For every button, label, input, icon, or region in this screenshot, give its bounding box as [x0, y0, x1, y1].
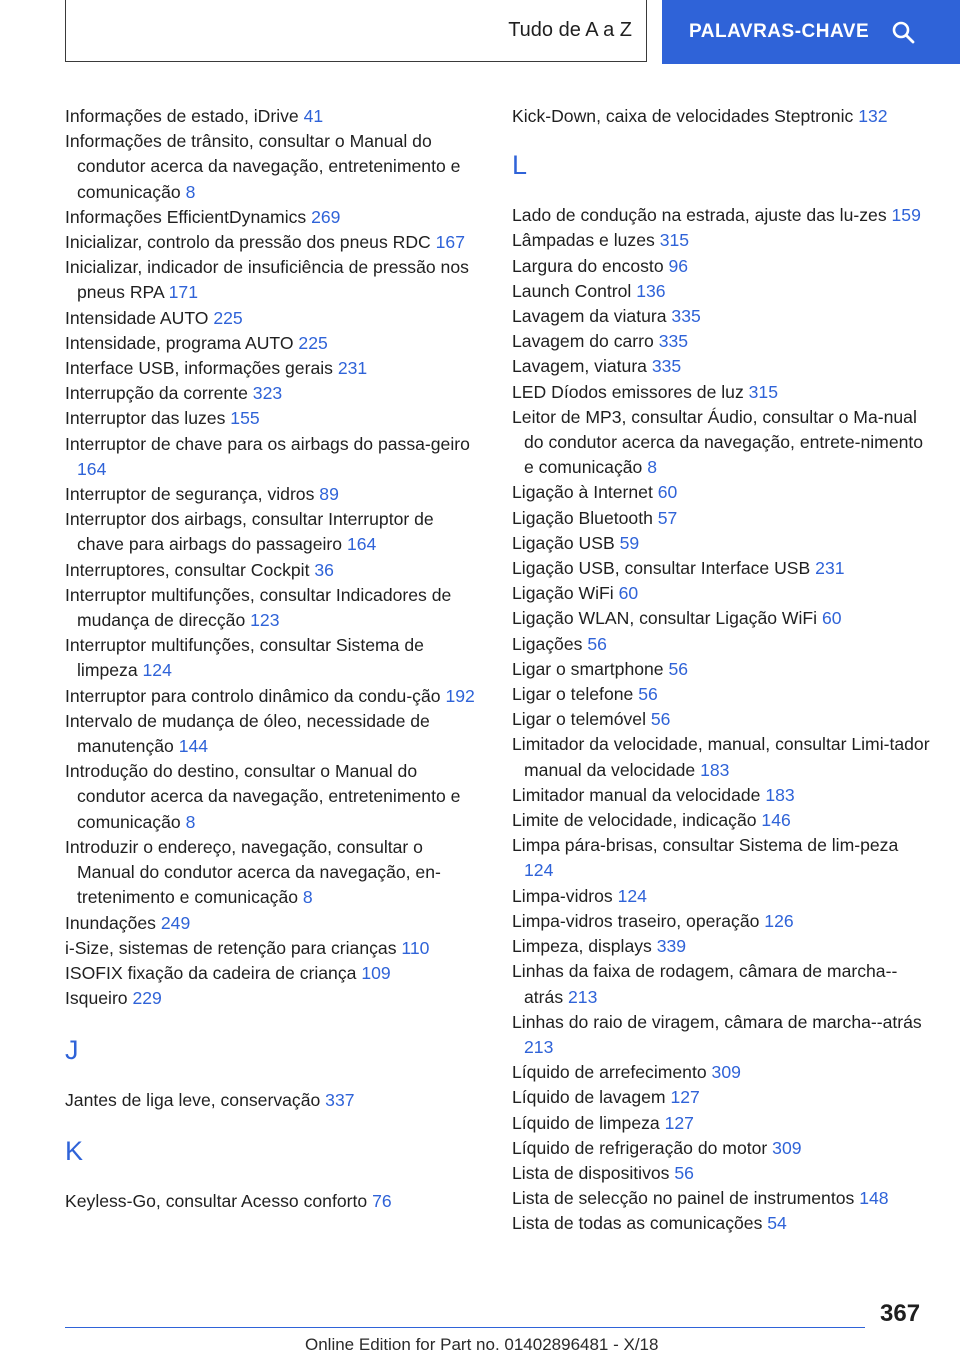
index-entry	[65, 406, 481, 431]
index-entry-text: Lista de todas as comunicações	[512, 1213, 768, 1234]
index-entry	[512, 1111, 930, 1136]
index-entry-text: Intensidade AUTO	[65, 307, 214, 328]
index-entry-text: Introdução do destino, consultar o Manual do condutor acerca da navegação, entretenimento e comunicação	[65, 761, 461, 832]
index-entry-page-link[interactable]: 8	[185, 811, 196, 832]
index-entry	[512, 934, 930, 959]
index-entry-page-link[interactable]: 96	[668, 255, 689, 276]
index-entry-text: Líquido de lavagem	[512, 1087, 671, 1108]
index-entry-page-link[interactable]: 76	[372, 1190, 392, 1211]
index-entry-text: Interface USB, informações gerais	[65, 358, 338, 379]
index-entry-page-link[interactable]: 323	[252, 383, 283, 404]
index-entry	[65, 911, 481, 936]
index-entry	[512, 279, 930, 304]
index-entry-text: Launch Control	[512, 280, 637, 301]
index-entry	[512, 380, 930, 405]
index-entry-page-link[interactable]: 56	[668, 658, 689, 679]
index-entry-text: Inicializar, indicador de insuficiência de pressão nos pneus RPA	[65, 257, 469, 303]
index-entry	[512, 254, 930, 279]
index-entry-page-link[interactable]: 335	[671, 306, 701, 327]
index-entry	[65, 104, 481, 129]
index-entry-page-link[interactable]: 231	[337, 358, 368, 379]
index-entry-text: Intervalo de mudança de óleo, necessidade de manutenção	[65, 710, 430, 757]
index-entry-page-link[interactable]: 132	[858, 106, 888, 126]
index-entry-text: Limpeza, displays	[512, 936, 657, 957]
index-entry	[65, 583, 481, 633]
index-entry-text: LED Díodos emissores de luz	[512, 381, 749, 402]
index-entry-page-link[interactable]: 171	[168, 282, 198, 303]
index-entry	[512, 405, 930, 481]
index-entry-text: Limite de velocidade, indicação	[512, 810, 762, 831]
index-entry	[65, 1189, 481, 1214]
index-entry-text: Inundações	[65, 912, 161, 933]
search-icon[interactable]	[891, 20, 915, 44]
index-entry-text: Lavagem da viatura	[512, 306, 672, 327]
index-entry-page-link[interactable]: 89	[319, 484, 339, 505]
index-entry	[512, 1060, 930, 1085]
index-entry	[512, 556, 930, 581]
index-entry-text: Informações de estado, iDrive	[65, 106, 304, 126]
index-entry	[512, 1186, 930, 1211]
index-entry-text: Limitador manual da velocidade	[512, 784, 766, 805]
index-entry	[65, 331, 481, 356]
index-entry-page-link[interactable]: 192	[445, 685, 475, 706]
tab-a-z[interactable]	[65, 0, 647, 62]
index-entry-page-link[interactable]: 183	[700, 759, 730, 780]
index-entry-page-link[interactable]: 124	[142, 660, 172, 681]
footer-edition-text: Online Edition for Part no. 01402896481 - X/18	[305, 1335, 659, 1354]
tab-keywords[interactable]	[662, 0, 960, 64]
index-entry-text: Lâmpadas e luzes	[512, 230, 660, 251]
index-entry-page-link[interactable]: 41	[303, 106, 324, 126]
tab-keywords-label: PALAVRAS-CHAVE	[689, 21, 870, 42]
index-entry	[65, 129, 481, 205]
index-entry-text: Inicializar, controlo da pressão dos pneus RDC	[65, 232, 436, 253]
index-group-l	[512, 203, 930, 1236]
index-entry	[512, 203, 930, 228]
index-entry-page-link[interactable]: 127	[670, 1087, 700, 1108]
index-entry-text: Intensidade, programa AUTO	[65, 332, 299, 353]
tab-a-z-label: Tudo de A a Z	[508, 19, 632, 41]
index-entry-text: Ligar o telefone	[512, 684, 639, 705]
index-entry-page-link[interactable]: 60	[657, 482, 678, 503]
index-entry	[512, 707, 930, 732]
index-entry-page-link[interactable]: 335	[658, 331, 689, 352]
index-entry	[512, 783, 930, 808]
index-entry-page-link[interactable]: 126	[764, 910, 794, 931]
index-entry	[512, 682, 930, 707]
index-entry-text: Limpa-vidros	[512, 885, 618, 906]
index-entry	[65, 432, 481, 482]
index-entry-text: ISOFIX fixação da cadeira de criança	[65, 962, 362, 983]
index-entry-text: Informações de trânsito, consultar o Manual do condutor acerca da navegação, entretenimento e comunicação	[65, 131, 461, 202]
index-entry-text: Ligar o telemóvel	[512, 709, 651, 730]
index-entry-text: Lista de dispositivos	[512, 1162, 675, 1183]
index-entry	[512, 657, 930, 682]
index-group-i	[65, 104, 481, 1011]
index-entry-page-link[interactable]: 155	[230, 408, 260, 429]
index-entry-page-link[interactable]: 249	[160, 912, 191, 933]
index-entry-page-link[interactable]: 159	[891, 205, 921, 226]
index-entry	[65, 709, 481, 759]
index-entry	[65, 230, 481, 255]
index-entry-page-link[interactable]: 144	[178, 736, 209, 757]
index-entry-page-link[interactable]: 335	[651, 356, 682, 377]
index-entry	[512, 808, 930, 833]
index-entry-page-link[interactable]: 56	[638, 684, 658, 705]
index-entry	[512, 104, 930, 129]
index-entry-page-link[interactable]: 164	[346, 534, 377, 555]
index-entry-page-link[interactable]: 229	[132, 988, 162, 1009]
index-entry-text: Lavagem do carro	[512, 331, 659, 352]
index-entry-text: Interruptores, consultar Cockpit	[65, 559, 315, 580]
index-letter-j: J	[65, 1035, 79, 1066]
index-entry-page-link[interactable]: 213	[568, 986, 598, 1007]
index-entry	[512, 506, 930, 531]
index-entry-page-link[interactable]: 309	[711, 1062, 741, 1083]
index-entry-page-link[interactable]: 127	[664, 1112, 694, 1133]
index-entry-text: Líquido de arrefecimento	[512, 1062, 712, 1083]
index-entry-text: Ligação Bluetooth	[512, 507, 658, 528]
index-entry	[512, 606, 930, 631]
index-entry	[512, 1211, 930, 1236]
index-entry	[65, 633, 481, 683]
index-entry-page-link[interactable]: 167	[435, 232, 465, 253]
index-entry	[65, 306, 481, 331]
index-entry	[65, 936, 481, 961]
index-entry-text: Isqueiro	[65, 988, 133, 1009]
index-entry-page-link[interactable]: 123	[250, 610, 280, 631]
index-column-right	[512, 104, 930, 1237]
index-entry	[512, 329, 930, 354]
index-entry-page-link[interactable]: 56	[587, 633, 607, 654]
index-entry	[512, 304, 930, 329]
index-entry-text: Lavagem, viatura	[512, 356, 652, 377]
index-entry	[512, 1010, 930, 1060]
index-entry	[65, 558, 481, 583]
index-entry	[65, 835, 481, 911]
index-entry-text: Limpa-vidros traseiro, operação	[512, 910, 765, 931]
index-entry-page-link[interactable]: 164	[77, 458, 107, 479]
index-entry	[512, 354, 930, 379]
index-entry-text: Interruptor dos airbags, consultar Interruptor de chave para airbags do passageiro	[65, 509, 434, 555]
index-entry	[512, 1085, 930, 1110]
index-entry-text: Líquido de limpeza	[512, 1112, 665, 1133]
index-letter-k: K	[65, 1135, 84, 1166]
index-entry	[512, 531, 930, 556]
index-entry-text: Linhas da faixa de rodagem, câmara de marcha-‐atrás	[512, 961, 898, 1007]
index-entry-page-link[interactable]: 109	[361, 962, 391, 983]
index-entry-page-link[interactable]: 339	[656, 936, 687, 957]
index-entry	[65, 759, 481, 835]
index-entry	[512, 833, 930, 883]
index-entry-page-link[interactable]: 56	[650, 709, 671, 730]
index-entry-page-link[interactable]: 36	[314, 559, 334, 580]
index-entry	[65, 961, 481, 986]
index-entry-text: Interruptor multifunções, consultar Sistema de limpeza	[65, 635, 424, 681]
index-entry-page-link[interactable]: 60	[821, 608, 842, 629]
index-entry	[512, 732, 930, 782]
index-entry-text: Interruptor multifunções, consultar Indicadores de mudança de direcção	[65, 584, 452, 631]
index-entry-text: Informações EfficientDynamics	[65, 206, 312, 227]
index-entry-text: Lado de condução na estrada, ajuste das lu‐zes	[512, 205, 892, 226]
index-group-k	[65, 1189, 481, 1214]
index-entry-text: Ligação USB, consultar Interface USB	[512, 558, 816, 579]
index-entry-page-link[interactable]: 315	[748, 381, 778, 402]
index-entry-page-link[interactable]: 110	[401, 937, 430, 958]
index-entry-text: Jantes de liga leve, conservação	[65, 1090, 326, 1111]
index-entry	[512, 632, 930, 657]
index-entry-text: Lista de selecção no painel de instrumentos	[512, 1188, 860, 1209]
index-entry	[65, 205, 481, 230]
index-entry-text: Interruptor das luzes	[65, 408, 231, 429]
index-entry-page-link[interactable]: 269	[311, 206, 341, 227]
index-entry	[512, 581, 930, 606]
index-entry-page-link[interactable]: 124	[524, 860, 554, 881]
index-entry-page-link[interactable]: 8	[647, 457, 658, 478]
index-entry-text: Linhas do raio de viragem, câmara de marcha-‐atrás	[512, 1011, 922, 1032]
index-entry	[65, 986, 481, 1011]
index-entry-page-link[interactable]: 337	[325, 1090, 355, 1111]
index-entry-text: Ligar o smartphone	[512, 658, 669, 679]
index-entry-text: Ligação USB	[512, 532, 620, 553]
index-entry-text: i-Size, sistemas de retenção para crianças	[65, 937, 402, 958]
index-group-k-cont	[512, 104, 930, 129]
index-entry	[512, 884, 930, 909]
index-entry-text: Ligação WLAN, consultar Ligação WiFi	[512, 608, 822, 629]
index-entry-text: Largura do encosto	[512, 255, 669, 276]
index-entry-text: Ligação WiFi	[512, 583, 619, 604]
index-entry	[65, 507, 481, 557]
index-entry-page-link[interactable]: 57	[657, 507, 678, 528]
footer-divider	[65, 1327, 865, 1328]
index-entry-text: Kick-Down, caixa de velocidades Steptronic	[512, 106, 859, 126]
index-entry-page-link[interactable]: 56	[674, 1162, 694, 1183]
index-entry-text: Interruptor de segurança, vidros	[65, 484, 320, 505]
index-entry-page-link[interactable]: 225	[213, 307, 243, 328]
index-entry-page-link[interactable]: 54	[767, 1213, 787, 1234]
index-entry-page-link[interactable]: 183	[765, 784, 795, 805]
index-entry	[65, 255, 481, 305]
index-entry	[65, 482, 481, 507]
index-entry-page-link[interactable]: 225	[298, 332, 328, 353]
index-entry-text: Líquido de refrigeração do motor	[512, 1137, 773, 1158]
index-entry-text: Ligações	[512, 633, 588, 654]
index-entry-text: Interrupção da corrente	[65, 383, 253, 404]
index-entry-text: Leitor de MP3, consultar Áudio, consultar o Ma‐nual do condutor acerca da navegação, entrete‐nimento e comunicação	[512, 406, 924, 478]
index-entry	[512, 480, 930, 505]
index-group-j	[65, 1088, 481, 1113]
index-entry-page-link[interactable]: 8	[185, 181, 196, 202]
index-entry-text: Keyless-Go, consultar Acesso conforto	[65, 1190, 373, 1211]
index-entry-page-link[interactable]: 315	[659, 230, 690, 251]
index-entry-page-link[interactable]: 309	[772, 1137, 802, 1158]
index-entry-text: Introduzir o endereço, navegação, consultar o Manual do condutor acerca da navegação, en‐tretenimento e comunicação	[65, 836, 441, 908]
index-entry-page-link[interactable]: 8	[302, 887, 313, 908]
index-entry	[512, 1136, 930, 1161]
index-entry	[512, 1161, 930, 1186]
index-entry-page-link[interactable]: 59	[619, 532, 640, 553]
index-letter-l: L	[512, 150, 528, 181]
index-entry-page-link[interactable]: 60	[618, 583, 639, 604]
index-entry-text: Limitador da velocidade, manual, consultar Limi‐tador manual da velocidade	[512, 734, 930, 780]
index-column-left	[65, 104, 481, 1214]
index-entry	[65, 684, 481, 709]
index-entry-page-link[interactable]: 213	[524, 1036, 554, 1057]
index-entry	[65, 356, 481, 381]
page-number: 367	[880, 1300, 921, 1327]
index-entry-text: Ligação à Internet	[512, 482, 658, 503]
index-entry-page-link[interactable]: 148	[859, 1188, 889, 1209]
index-entry-page-link[interactable]: 124	[617, 885, 647, 906]
index-entry	[512, 959, 930, 1009]
index-entry	[512, 228, 930, 253]
index-entry-page-link[interactable]: 231	[815, 558, 845, 579]
index-entry	[65, 381, 481, 406]
index-entry-page-link[interactable]: 136	[636, 280, 666, 301]
index-entry-text: Interruptor de chave para os airbags do passa‐geiro	[65, 433, 470, 454]
index-entry	[65, 1088, 481, 1113]
index-entry	[512, 909, 930, 934]
index-entry-page-link[interactable]: 146	[761, 810, 791, 831]
index-entry-text: Limpa pára-brisas, consultar Sistema de lim‐peza	[512, 835, 899, 856]
index-entry-text: Interruptor para controlo dinâmico da condu‐ção	[65, 685, 446, 706]
